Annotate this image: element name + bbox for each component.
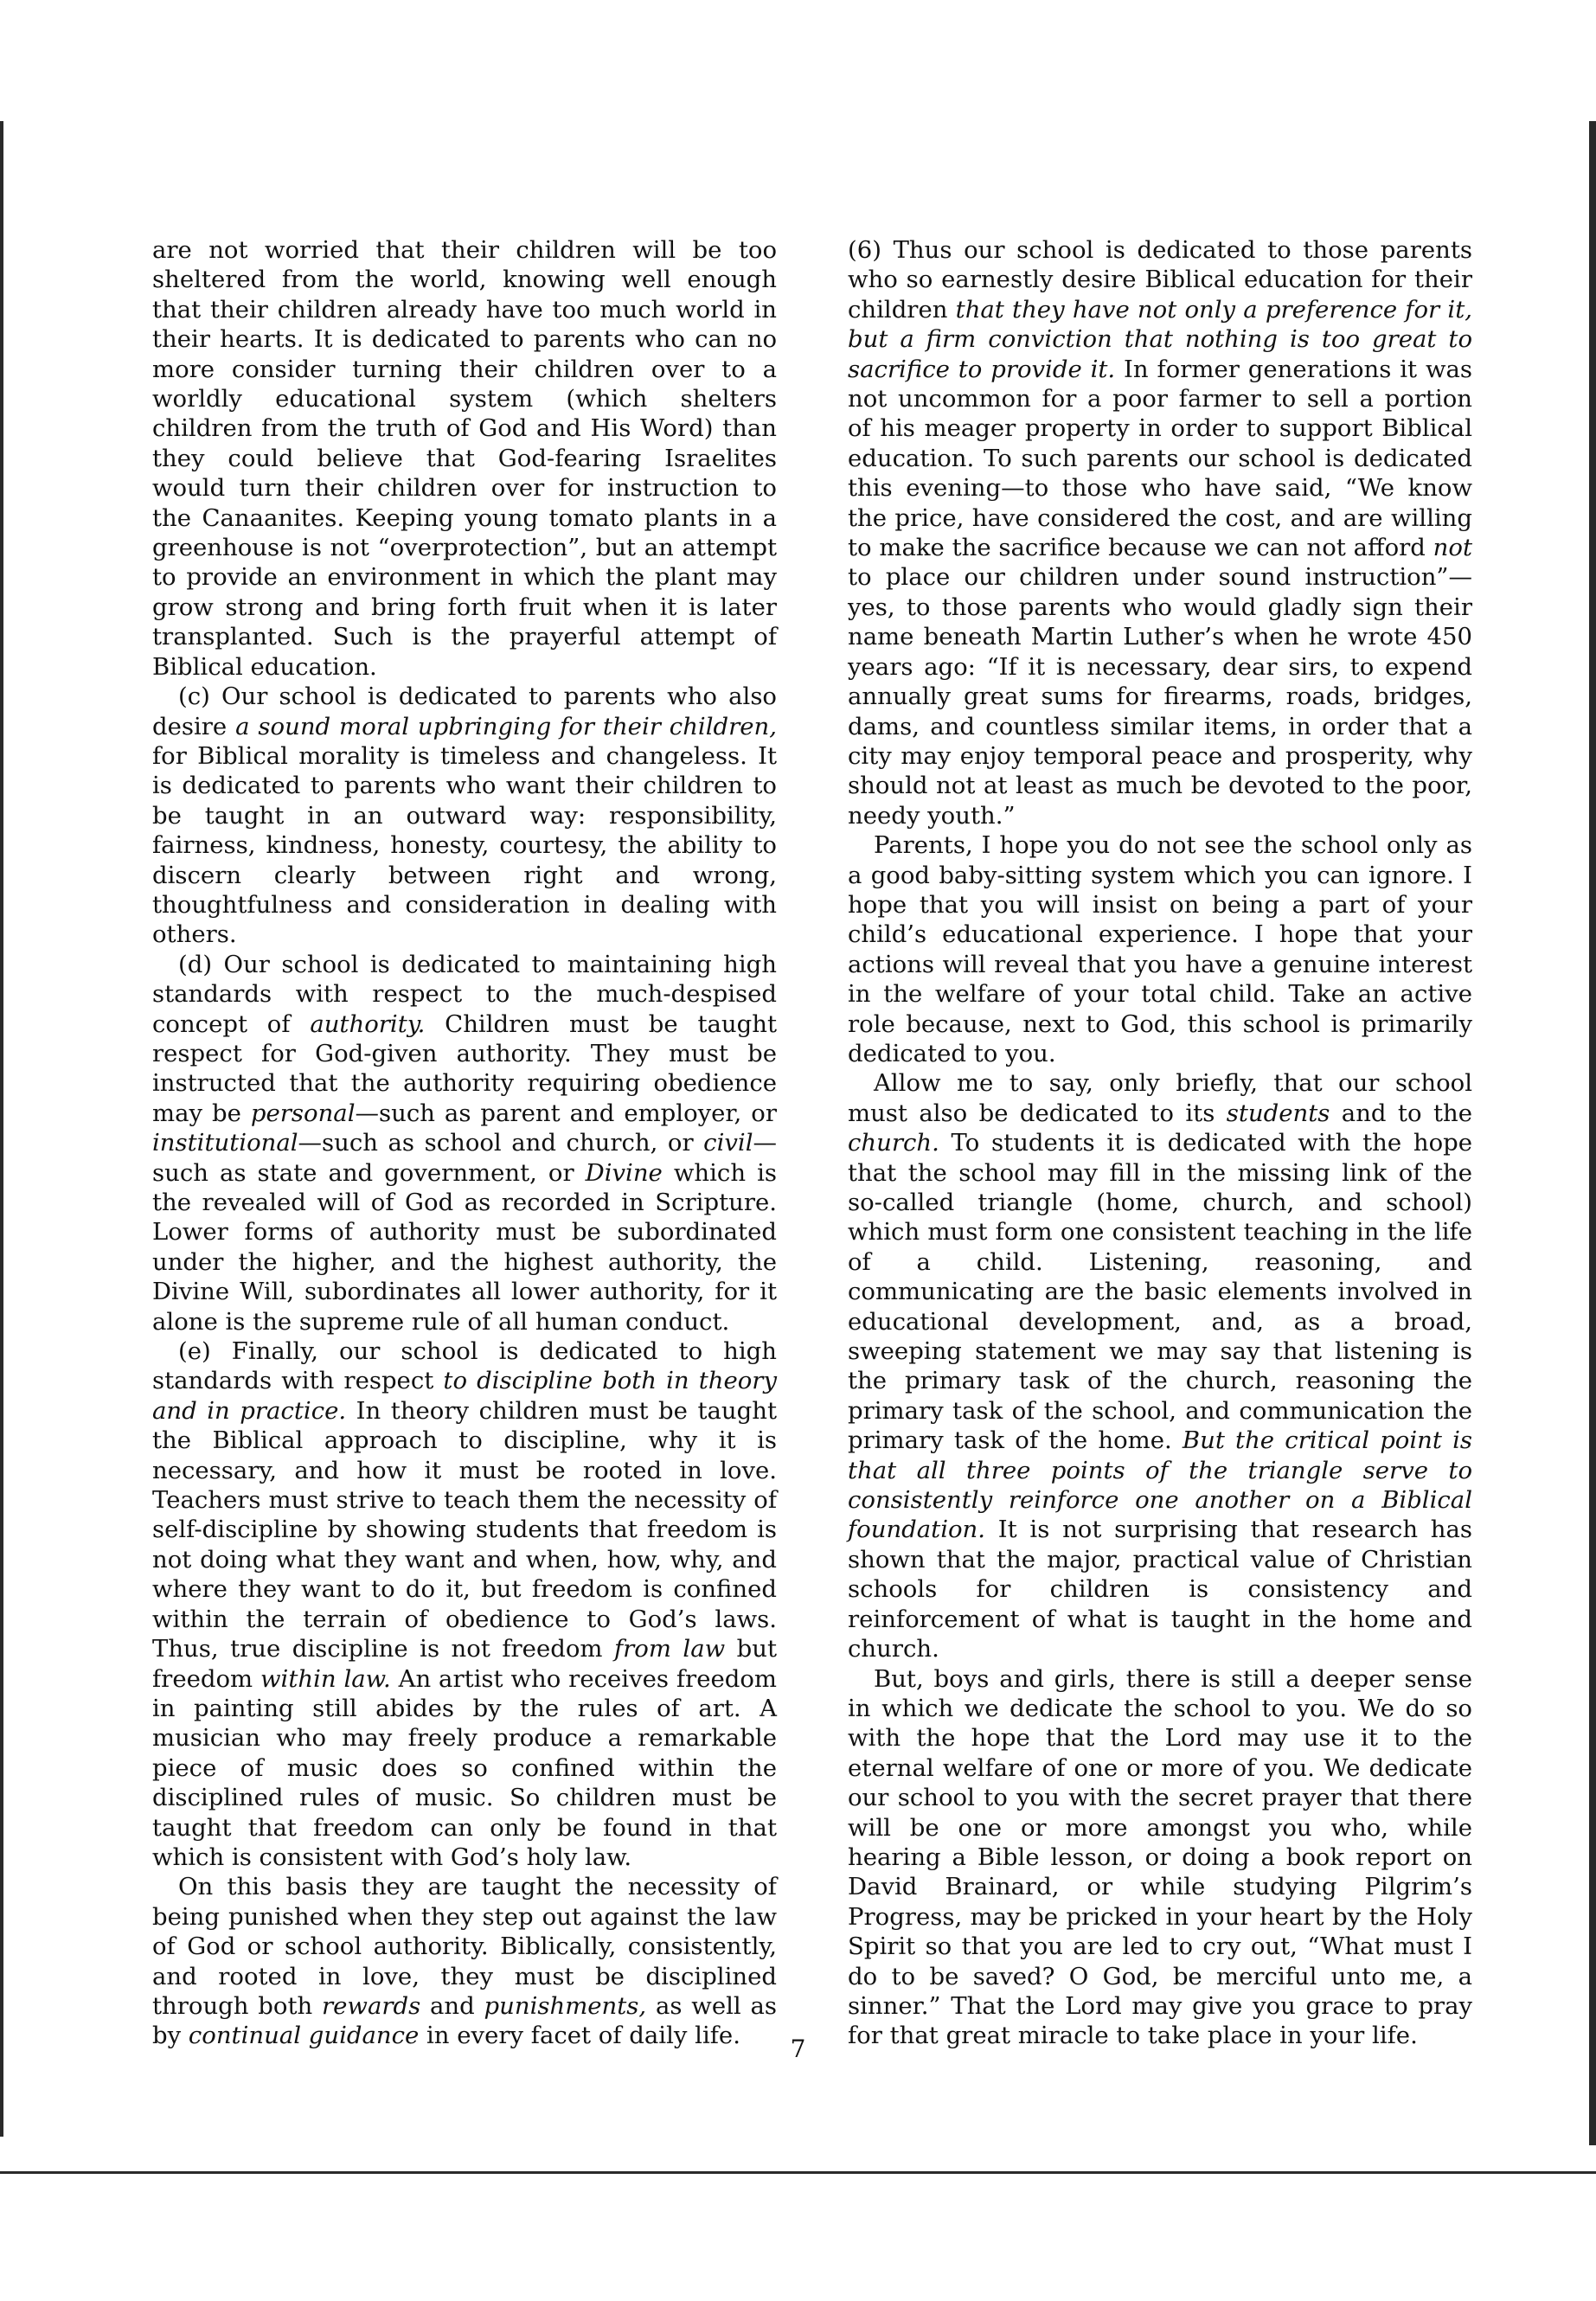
paragraph (152, 1872, 777, 2050)
paragraph (848, 1664, 1472, 2051)
text-run: and (420, 1991, 484, 2020)
text-run: To students it is dedicated with the hope that the school may fill in the missing link of the so-called triangle (home, church, and school) which must form one consistent teaching in the life of a child. Listening, reasoning, and communicating are the basic elements involved in educational development, and, as a broad, sweeping statement we may say that listening is the primary task of the church, reasoning the primary task of the school, and communication the primary task of the home. (848, 1129, 1472, 1455)
italic-text: civil (703, 1129, 753, 1157)
text-run: and to the (1330, 1099, 1472, 1127)
italic-text: from law (613, 1635, 726, 1663)
text-run: In former generations it was not uncommon for a poor farmer to sell a portion of his meager property in order to support Biblical education. To such parents our school is dedicated this evening—to those who have said, “We know the price, have considered the cost, and are willing to make the sacrifice because we can not afford (848, 355, 1472, 562)
italic-text: not (1433, 534, 1472, 562)
italic-text: a sound moral upbringing for their children, (235, 712, 777, 740)
right-column (848, 235, 1472, 2051)
text-run: Children must be taught respect for God-given authority. They must be instructed that the authority requiring obedience may be (152, 1009, 777, 1127)
italic-text: authority. (310, 1009, 426, 1038)
text-run: —such as state and government, or (152, 1129, 777, 1187)
scan-edge-right (1589, 121, 1596, 2145)
paragraph (152, 1336, 777, 1872)
scan-edge-bottom (0, 2171, 1596, 2174)
text-run: Allow me to say, only briefly, that our school must also be dedicated to its (848, 1069, 1472, 1127)
text-run: as well as by (152, 1991, 777, 2050)
italic-text: Divine (585, 1158, 663, 1187)
text-run: for Biblical morality is timeless and changeless. It is dedicated to parents who want their children to be taught in an outward way: responsibility, fairness, kindness, honesty, courtesy, the ability to discern clearly between right and wrong, thoughtfulness and consideration in dealing with others. (152, 741, 777, 949)
paragraph (848, 235, 1472, 830)
text-run: (e) Finally, our school is dedicated to high standards with respect (152, 1337, 777, 1395)
italic-text: to discipline both in theory and in practice. (152, 1367, 777, 1425)
italic-text: church. (848, 1129, 939, 1157)
left-column (152, 235, 777, 2051)
italic-text: rewards (322, 1991, 421, 2020)
italic-text: But the critical point is that all three points of the triangle serve to consistently reinforce one another on a Biblical foundation. (848, 1426, 1472, 1544)
italic-text: punishments, (484, 1991, 647, 2020)
text-run: Parents, I hope you do not see the school only as a good baby-sitting system which you can ignore. I hope that you will insist on being a part of your child’s educational experience. I hope that your actions will reveal that you have a genuine interest in the welfare of your total child. Take an active role because, next to God, this school is primarily dedicated to you. (848, 831, 1472, 1067)
text-run: in every facet of daily life. (419, 2022, 740, 2050)
italic-text: personal (250, 1099, 356, 1127)
italic-text: institutional (152, 1129, 298, 1157)
text-run: but freedom (152, 1635, 777, 1693)
text-run: —such as parent and employer, or (355, 1099, 778, 1127)
text-run: But, boys and girls, there is still a deeper sense in which we dedicate the school to you. We do so with the hope that the Lord may use it to the eternal welfare of one or more of you. We dedicate our school to you with the secret prayer that there will be one or more amongst you who, while hearing a Bible lesson, or doing a book report on David Brainard, or while studying Pilgrim’s Progress, may be pricked in your heart by the Holy Spirit so that you are led to cry out, “What must I do to be saved? O God, be merciful unto me, a sinner.” That the Lord may give you grace to pray for that great miracle to take place in your life. (848, 1664, 1472, 2050)
page-number: 7 (790, 2035, 806, 2063)
text-run: are not worried that their children will be too sheltered from the world, knowing well enough that their children already have too much world in their hearts. It is dedicated to parents who can no more consider turning their children over to a worldly educational system (which shelters children from the truth of God and His Word) than they could believe that God-fearing Israelites would turn their children over for instruction to the Canaanites. Keeping young tomato plants in a greenhouse is not “overprotection”, but an attempt to provide an environment in which the plant may grow strong and bring forth fruit when it is later transplanted. Such is the prayerful attempt of Biblical education. (152, 236, 777, 681)
text-run: (6) Thus our school is dedicated to those parents who so earnestly desire Biblical education for their children (848, 236, 1472, 324)
italic-text: students (1226, 1099, 1330, 1127)
text-run: In theory children must be taught the Biblical approach to discipline, why it is necessary, and how it must be rooted in love. Teachers must strive to teach them the necessity of self-discipline by showing students that freedom is not doing what they want and when, how, why, and where they want to do it, but freedom is confined within the terrain of obedience to God’s laws. Thus, true discipline is not freedom (152, 1396, 777, 1663)
text-run: (d) Our school is dedicated to maintaining high standards with respect to the much-despised concept of (152, 950, 777, 1038)
paragraph (848, 830, 1472, 1068)
text-run: An artist who receives freedom in painting still abides by the rules of art. A musician who may freely produce a remarkable piece of music does so confined within the disciplined rules of music. So children must be taught that freedom can only be found in that which is consistent with God’s holy law. (152, 1664, 777, 1871)
italic-text: within law. (260, 1664, 391, 1693)
text-run: to place our children under sound instruction”—yes, to those parents who would gladly sign their name beneath Martin Luther’s when he wrote 450 years ago: “If it is necessary, dear sirs, to expend annually great sums for firearms, roads, bridges, dams, and countless similar items, in order that a city may enjoy temporal peace and prosperity, why should not at least as much be devoted to the poor, needy youth.” (848, 563, 1472, 830)
text-run: On this basis they are taught the necessity of being punished when they step out against the law of God or school authority. Biblically, consistently, and rooted in love, they must be disciplined through both (152, 1873, 777, 2020)
paragraph (848, 1068, 1472, 1663)
paragraph (152, 235, 777, 682)
text-run: which is the revealed will of God as recorded in Scripture. Lower forms of authority must be subordinated under the higher, and the highest authority, the Divine Will, subordinates all lower authority, for it alone is the supreme rule of all human conduct. (152, 1158, 777, 1336)
scan-edge-left (0, 121, 3, 2137)
text-run: (c) Our school is dedicated to parents who also desire (152, 683, 777, 740)
italic-text: that they have not only a preference for it, but a firm conviction that nothing is too great to sacrifice to provide it. (848, 295, 1472, 383)
paragraph (152, 950, 777, 1336)
text-run: It is not surprising that research has shown that the major, practical value of Christian schools for children is consistency and reinforcement of what is taught in the home and church. (848, 1516, 1472, 1663)
text-run: —such as school and church, or (298, 1129, 704, 1157)
italic-text: continual guidance (188, 2022, 420, 2050)
paragraph (152, 682, 777, 950)
